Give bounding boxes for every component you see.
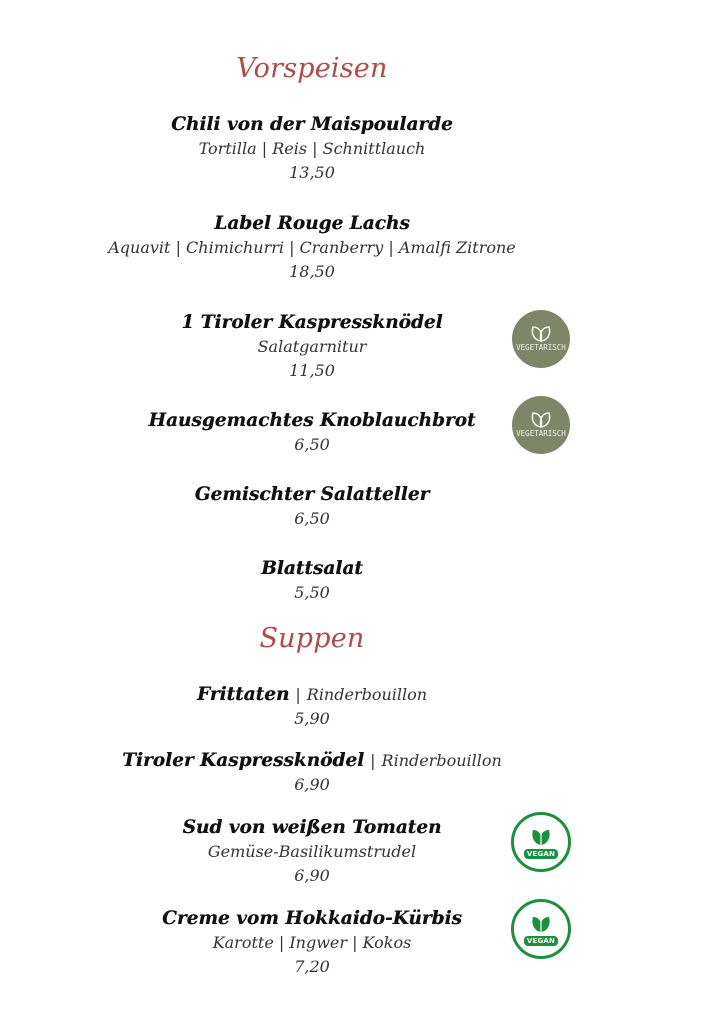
item-price: 6,90 <box>294 866 330 885</box>
vegan-badge-icon <box>511 899 571 959</box>
item-name: Sud von weißen Tomaten <box>182 817 442 838</box>
menu-item <box>0 112 624 185</box>
leaf-icon <box>512 310 570 368</box>
menu-item <box>0 748 624 797</box>
item-name: Gemischter Salatteller <box>194 484 430 505</box>
item-price: 5,50 <box>294 583 330 602</box>
vegetarian-badge-icon <box>512 396 570 454</box>
item-name: Hausgemachtes Knoblauchbrot <box>148 410 476 431</box>
section-title-vorspeisen: Vorspeisen <box>236 53 388 84</box>
item-description: Rinderbouillon <box>381 751 502 770</box>
item-name-line <box>0 682 624 707</box>
item-description: Salatgarnitur <box>257 337 367 356</box>
item-price: 6,90 <box>294 775 330 794</box>
separator: | <box>370 751 376 770</box>
menu-item <box>0 556 624 605</box>
menu-item <box>0 482 624 531</box>
badge-label: VEGAN <box>526 937 556 945</box>
vegan-badge-icon <box>511 812 571 872</box>
badge-label: VEGETARISCH <box>516 343 566 352</box>
section-title-suppen: Suppen <box>259 623 365 654</box>
item-name: Creme vom Hokkaido-Kürbis <box>162 908 462 929</box>
item-price: 13,50 <box>289 163 335 182</box>
item-name: Frittaten <box>196 684 290 705</box>
vegetarian-badge-icon <box>512 310 570 368</box>
item-price: 7,20 <box>294 957 330 976</box>
item-name-line <box>0 748 624 773</box>
item-name: Tiroler Kaspressknödel <box>122 750 365 771</box>
item-price: 6,50 <box>294 435 330 454</box>
item-price: 11,50 <box>289 361 335 380</box>
item-name: 1 Tiroler Kaspressknödel <box>181 312 443 333</box>
item-description: Karotte | Ingwer | Kokos <box>212 933 412 952</box>
badge-label: VEGETARISCH <box>516 429 566 438</box>
item-name: Label Rouge Lachs <box>214 213 410 234</box>
leaf-icon <box>514 902 568 956</box>
separator: | <box>295 685 301 704</box>
item-description: Aquavit | Chimichurri | Cranberry | Amalfi Zitrone <box>108 238 516 257</box>
item-description: Rinderbouillon <box>306 685 428 704</box>
item-price: 6,50 <box>294 509 330 528</box>
leaf-icon <box>512 396 570 454</box>
menu-item <box>0 682 624 731</box>
badge-label: VEGAN <box>526 850 556 858</box>
leaf-icon <box>514 815 568 869</box>
item-description: Tortilla | Reis | Schnittlauch <box>198 139 426 158</box>
item-price: 18,50 <box>289 262 335 281</box>
item-name: Chili von der Maispoularde <box>171 114 453 135</box>
item-description: Gemüse-Basilikumstrudel <box>207 842 417 861</box>
menu-item <box>0 211 624 284</box>
item-price: 5,90 <box>294 709 330 728</box>
item-name: Blattsalat <box>261 558 363 579</box>
